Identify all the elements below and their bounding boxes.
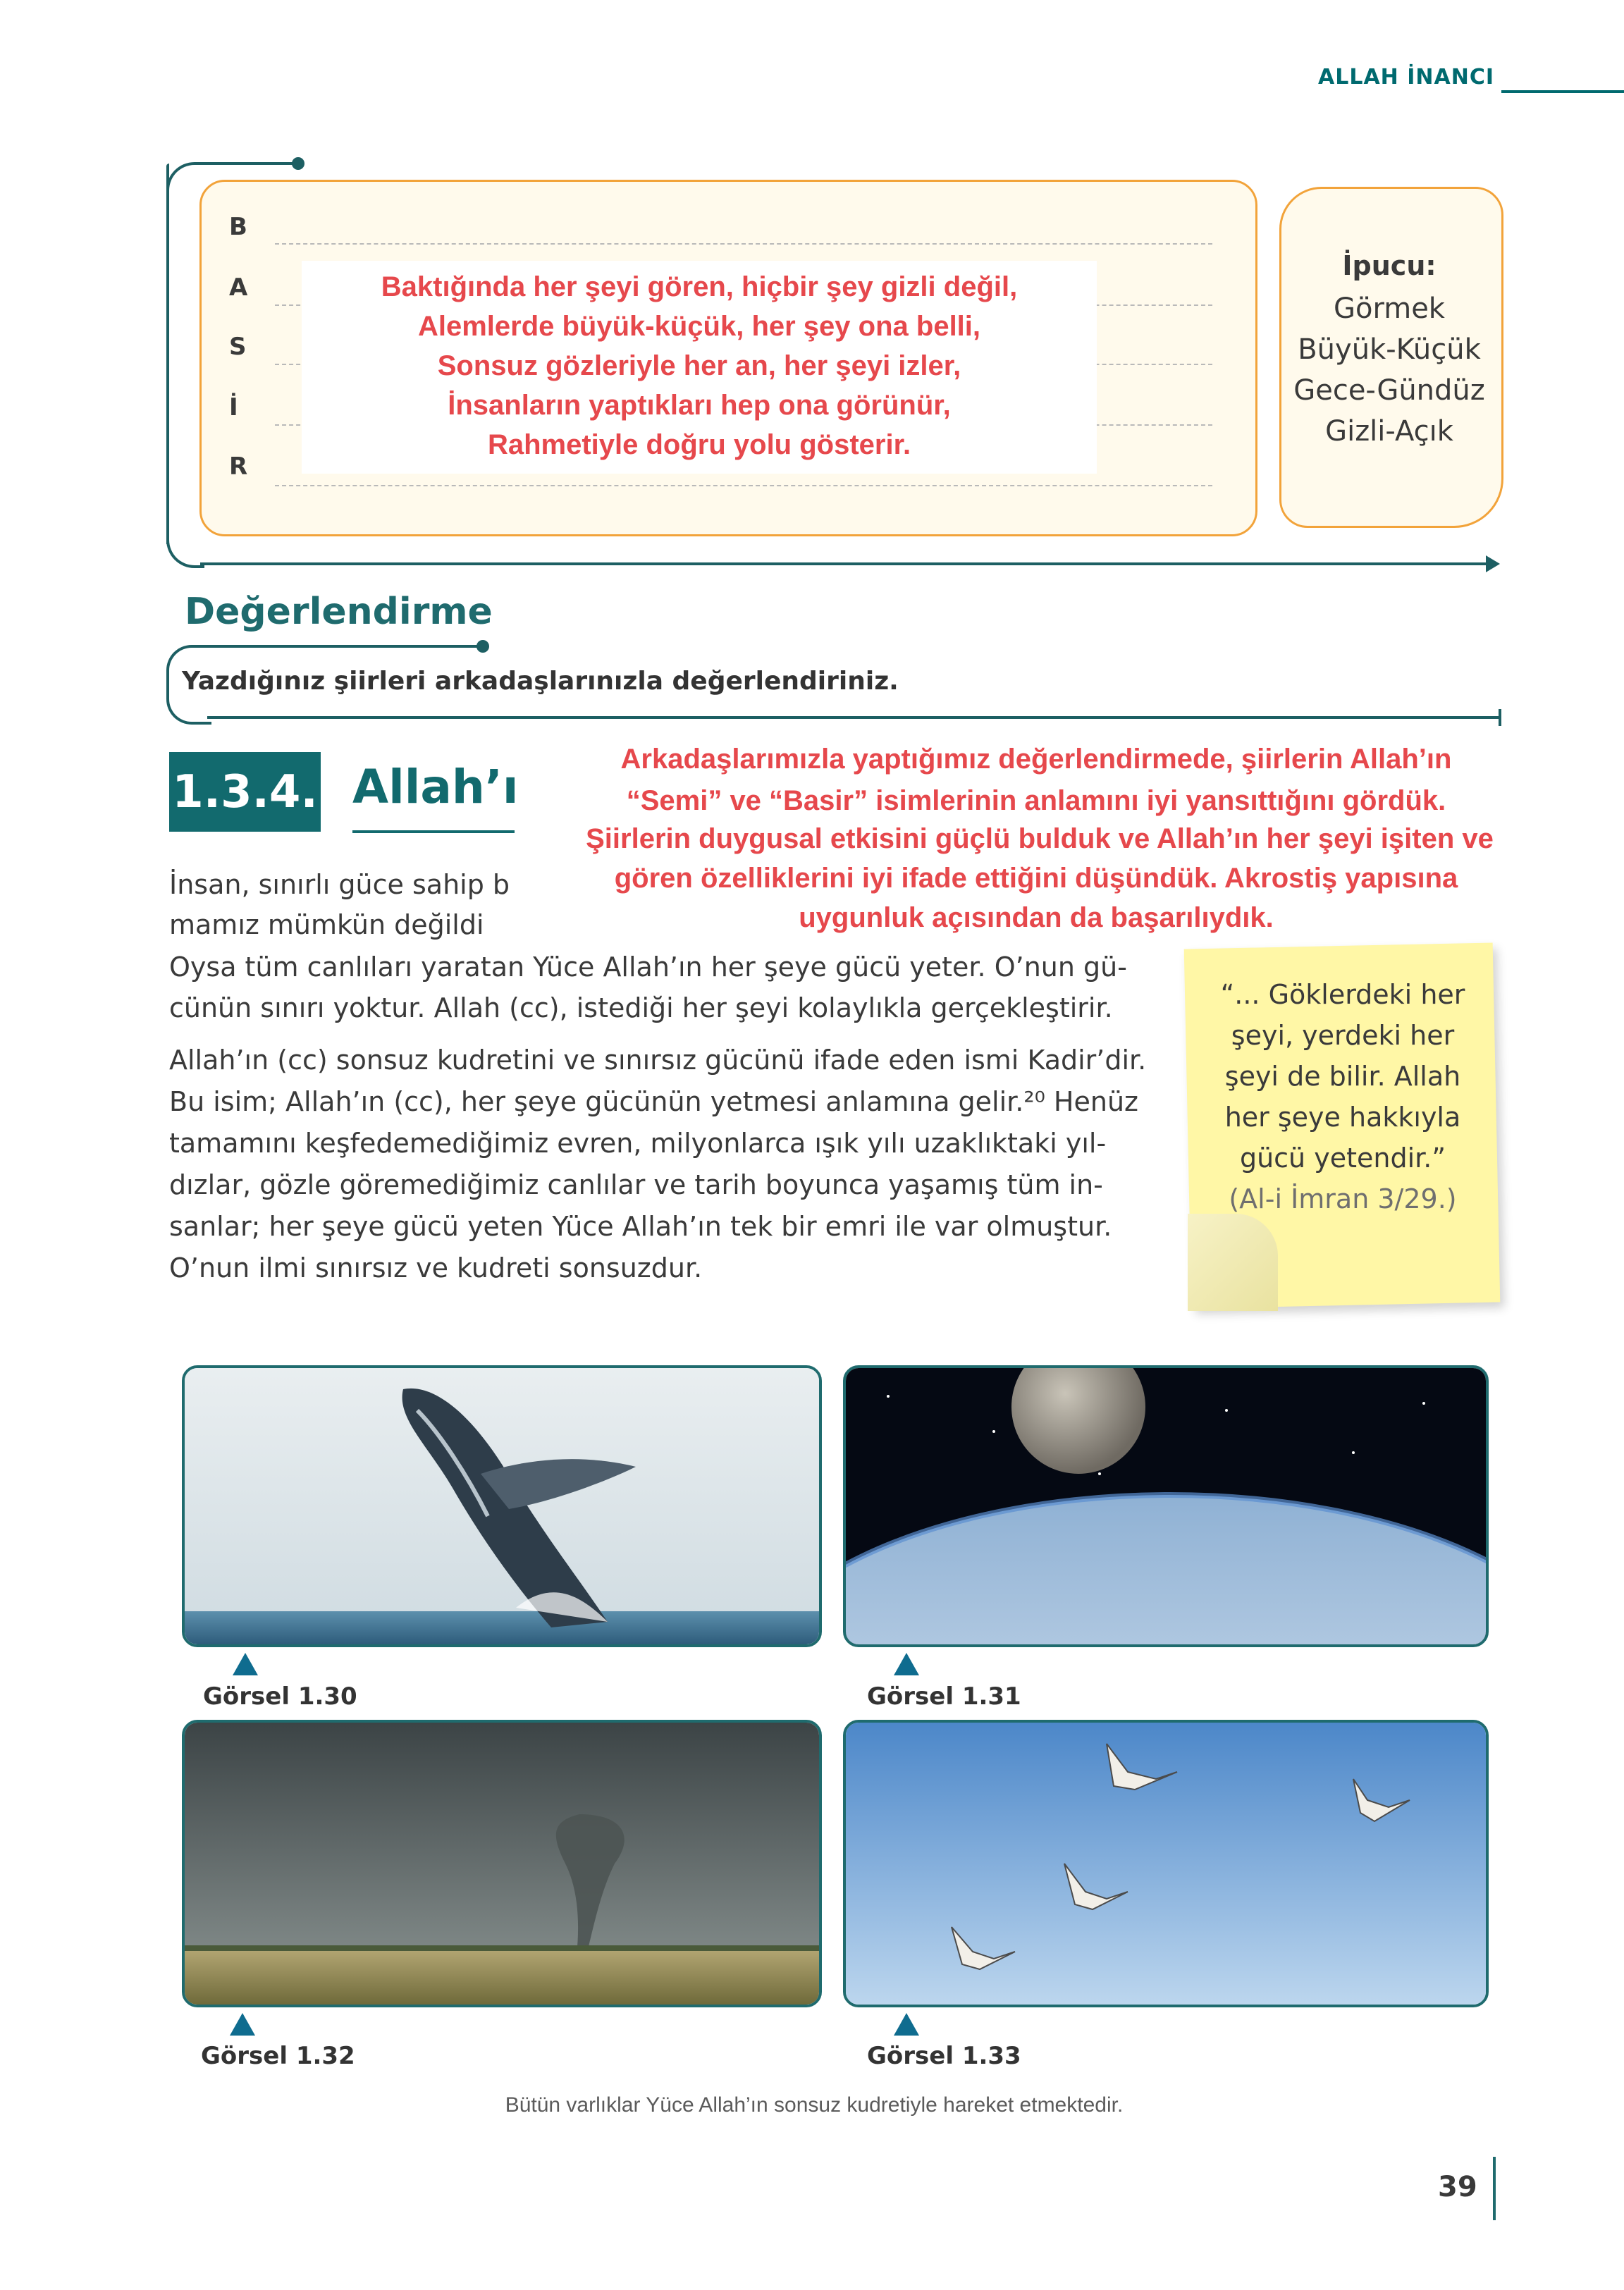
whale-icon	[185, 1368, 819, 1644]
evaluation-dot	[476, 640, 489, 653]
acrostic-letter: B	[229, 213, 247, 241]
poem-line: Baktığında her şeyi gören, hiçbir şey gizli değil,	[381, 271, 1018, 302]
paragraph-line: tamamını keşfedemediğimiz evren, milyonlarca ışık yılı uzaklıktaki yıl-	[169, 1128, 1107, 1159]
hint-item: Gizli-Açık	[1325, 415, 1453, 448]
evaluation-title: Değerlendirme	[185, 591, 493, 633]
hint-title: İpucu:	[1342, 250, 1437, 281]
figures-caption: Bütün varlıklar Yüce Allah’ın sonsuz kudretiyle hareket etmektedir.	[505, 2093, 1124, 2117]
poem-line: İnsanların yaptıkları hep ona görünür,	[448, 390, 951, 421]
answer-line: uygunluk açısından da başarılıydık.	[799, 902, 1274, 933]
paragraph-line: mamız mümkün değildi	[169, 909, 484, 940]
page-number-bar	[1493, 2157, 1496, 2220]
answer-line: Arkadaşlarımızla yaptığımız değerlendirmede, şiirlerin Allah’ın	[620, 744, 1452, 775]
evaluation-instruction: Yazdığınız şiirleri arkadaşlarınızla değerlendiriniz.	[182, 667, 899, 696]
evaluation-top-line	[199, 645, 481, 648]
poem-line: Sonsuz gözleriyle her an, her şeyi izler,	[437, 350, 961, 381]
tornado-icon	[185, 1723, 819, 2005]
quote-line: gücü yetendir.”	[1239, 1143, 1446, 1174]
paragraph-line: İnsan, sınırlı güce sahip b	[169, 869, 510, 900]
figure-pointer-icon	[894, 1653, 919, 1675]
running-title-rule	[1501, 90, 1624, 93]
frame-bottom-corner	[166, 530, 204, 568]
paragraph-line: cünün sınırı yoktur. Allah (cc), istediği her şeyi kolaylıkla gerçekleştirir.	[169, 992, 1113, 1023]
paragraph-line: Bu isim; Allah’ın (cc), her şeye gücünün yetmesi anlamına gelir.²⁰ Henüz	[169, 1086, 1138, 1117]
frame-dot	[292, 157, 304, 170]
evaluation-end-tick	[1499, 709, 1501, 726]
acrostic-letter: A	[229, 273, 248, 302]
figure-image-tornado	[182, 1720, 822, 2007]
figure-image-birds	[843, 1720, 1489, 2007]
section-title: Allah’ı	[352, 760, 519, 814]
paragraph-line: sanlar; her şeye gücü yeten Yüce Allah’ın tek bir emri ile var olmuştur.	[169, 1211, 1112, 1242]
figure-caption: Görsel 1.30	[203, 1682, 357, 1711]
paragraph-line: O’nun ilmi sınırsız ve kudreti sonsuzdur.	[169, 1252, 703, 1283]
paragraph-line: Oysa tüm canlıları yaratan Yüce Allah’ın her şeye gücü yeter. O’nun gü-	[169, 952, 1127, 983]
quote-line: şeyi, yerdeki her	[1231, 1020, 1455, 1051]
page-number: 39	[1438, 2171, 1477, 2203]
acrostic-letter: S	[229, 333, 247, 361]
acrostic-letter: İ	[229, 393, 238, 421]
birds-icon	[846, 1723, 1486, 2005]
answer-line: gören özelliklerini iyi ifade ettiğini düşündük. Akrostiş yapısına	[614, 863, 1458, 894]
quote-line: her şeye hakkıyla	[1224, 1102, 1461, 1133]
figure-image-whale	[182, 1365, 822, 1647]
figure-caption: Görsel 1.32	[201, 2042, 355, 2070]
answer-line: “Semi” ve “Basir” isimlerinin anlamını iyi yansıttığını gördük.	[626, 785, 1446, 816]
frame-left-line	[166, 164, 169, 544]
paragraph-line: Allah’ın (cc) sonsuz kudretini ve sınırsız gücünü ifade eden ismi Kadir’dir.	[169, 1045, 1147, 1076]
quote-line: “... Göklerdeki her	[1220, 979, 1465, 1010]
paragraph-line: dızlar, gözle göremediğimiz canlılar ve tarih boyunca yaşamış tüm in-	[169, 1169, 1103, 1200]
writing-line	[275, 485, 1212, 486]
figure-caption: Görsel 1.31	[867, 1682, 1021, 1711]
planet-icon	[846, 1368, 1486, 1644]
figure-pointer-icon	[230, 2013, 255, 2036]
answer-line: Şiirlerin duygusal etkisini güçlü bulduk ve Allah’ın her şeyi işiten ve	[586, 823, 1494, 854]
frame-bottom-line	[200, 562, 1487, 565]
frame-top-line	[199, 162, 296, 165]
figure-caption: Görsel 1.33	[867, 2042, 1021, 2070]
frame-arrow-icon	[1486, 555, 1500, 572]
frame-top-corner	[166, 162, 204, 200]
hint-item: Büyük-Küçük	[1298, 333, 1481, 366]
section-title-underline	[352, 830, 515, 833]
figure-pointer-icon	[233, 1653, 258, 1675]
figure-pointer-icon	[894, 2013, 919, 2036]
poem-line: Rahmetiyle doğru yolu gösterir.	[487, 429, 911, 460]
evaluation-bottom-line	[207, 716, 1501, 719]
running-title: ALLAH İNANCI	[1318, 65, 1494, 90]
poem-line: Alemlerde büyük-küçük, her şey ona belli,	[417, 311, 981, 342]
section-number: 1.3.4.	[169, 752, 321, 832]
figure-image-planet	[843, 1365, 1489, 1647]
hint-item: Görmek	[1334, 293, 1445, 325]
quote-line: şeyi de bilir. Allah	[1224, 1061, 1461, 1092]
hint-item: Gece-Gündüz	[1293, 374, 1485, 407]
acrostic-letter: R	[229, 453, 248, 481]
writing-line	[275, 243, 1212, 245]
quote-reference: (Al-i İmran 3/29.)	[1229, 1183, 1457, 1214]
note-curl	[1188, 1214, 1278, 1311]
